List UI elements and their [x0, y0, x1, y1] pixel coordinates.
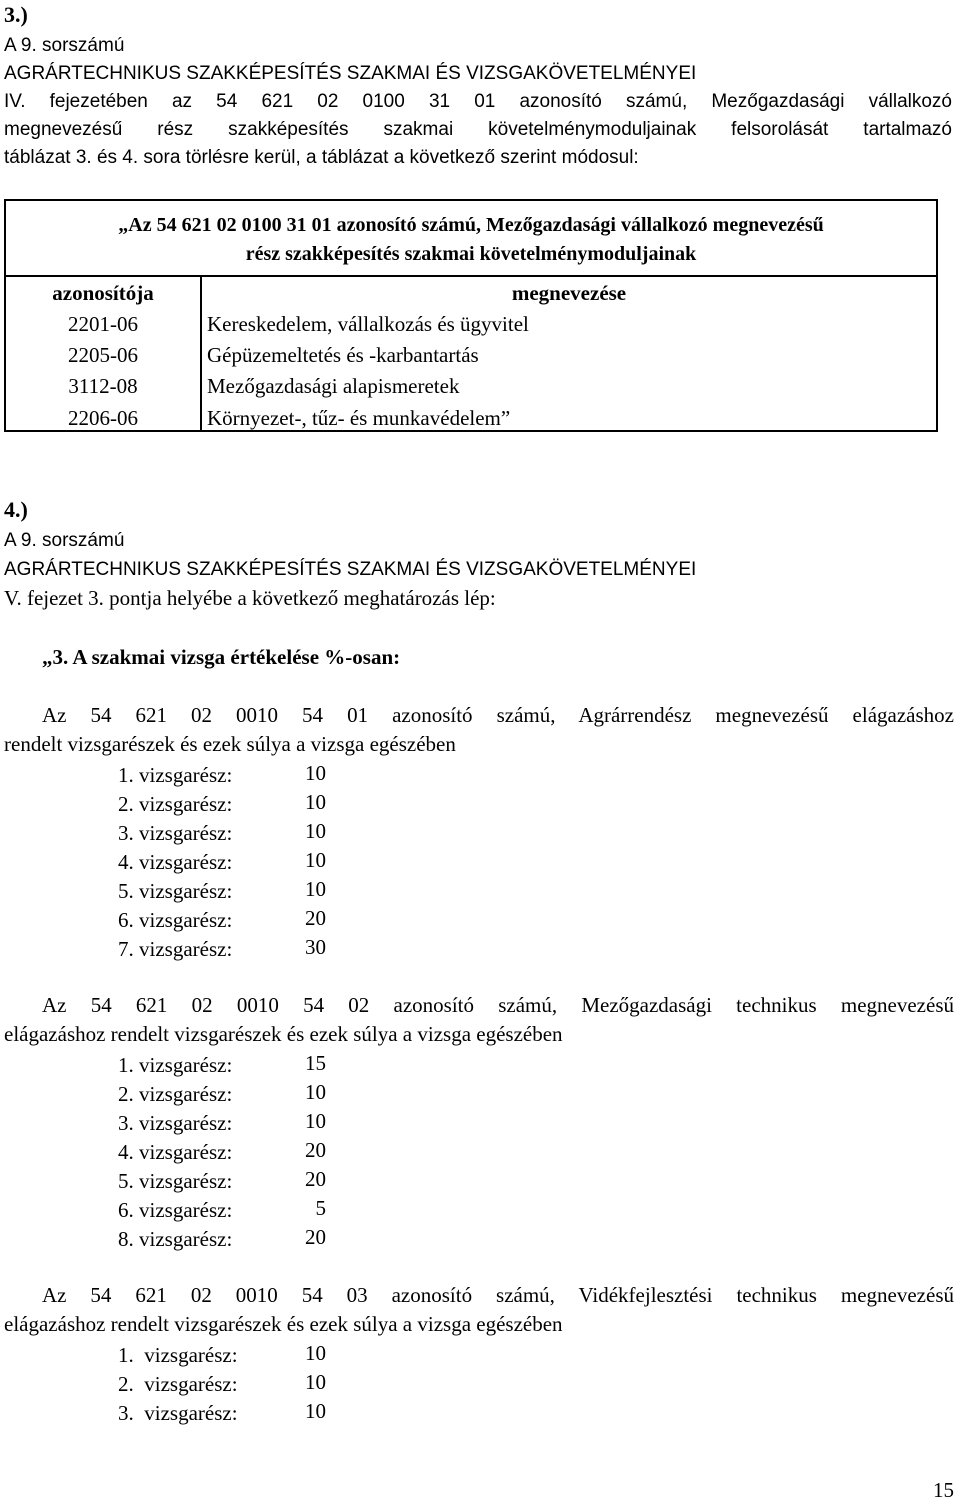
section-3-para-line1: IV. fejezetében az 54 621 02 0100 31 01 azonosító számú, Mezőgazdasági vállalkozó	[4, 91, 952, 112]
item-label: 1. vizsgarész:	[118, 1343, 238, 1367]
block-2-line2: elágazáshoz rendelt vizsgarészek és ezek súlya a vizsga egészében	[4, 1022, 563, 1046]
item-value: 10	[305, 1370, 326, 1394]
item-label: 7. vizsgarész:	[118, 937, 233, 961]
item-label: 8. vizsgarész:	[118, 1227, 233, 1251]
table-divider-horizontal	[6, 275, 936, 277]
item-value: 20	[305, 1225, 326, 1249]
page-number: 15	[933, 1478, 954, 1502]
item-label: 3. vizsgarész:	[118, 1401, 238, 1425]
item-value: 15	[305, 1051, 326, 1075]
table-title	[6, 211, 936, 269]
table-cell-name: Kereskedelem, vállalkozás és ügyvitel	[207, 312, 529, 336]
section-4-line1: A 9. sorszámú	[4, 530, 125, 551]
item-value: 10	[305, 1341, 326, 1365]
item-value: 10	[305, 790, 326, 814]
table-cell-id: 2206-06	[68, 406, 138, 430]
block-1-line2: rendelt vizsgarészek és ezek súlya a vizsga egészében	[4, 732, 456, 756]
item-label: 2. vizsgarész:	[118, 1082, 233, 1106]
modules-table	[4, 199, 938, 432]
item-label: 2. vizsgarész:	[118, 792, 233, 816]
section-4-line3: V. fejezet 3. pontja helyébe a következő meghatározás lép:	[4, 586, 496, 610]
list-item	[118, 1053, 232, 1078]
item-label: 5. vizsgarész:	[118, 1169, 233, 1193]
item-label: 6. vizsgarész:	[118, 1198, 233, 1222]
section-3-para-line2: megnevezésű rész szakképesítés szakmai követelménymoduljainak felsorolását tartalmazó	[4, 119, 952, 140]
list-item	[118, 937, 232, 962]
list-item	[118, 1140, 232, 1165]
item-label: 1. vizsgarész:	[118, 763, 233, 787]
item-label: 4. vizsgarész:	[118, 850, 233, 874]
table-cell-id: 3112-08	[68, 374, 138, 398]
item-value: 10	[305, 848, 326, 872]
list-item	[118, 1082, 232, 1107]
section-3-para-line3: táblázat 3. és 4. sora törlésre kerül, a táblázat a következő szerint módosul:	[4, 147, 639, 168]
section-4-line2: AGRÁRTECHNIKUS SZAKKÉPESÍTÉS SZAKMAI ÉS VIZSGAKÖVETELMÉNYEI	[4, 559, 697, 580]
list-item	[118, 1372, 238, 1397]
item-label: 3. vizsgarész:	[118, 821, 233, 845]
section-3-line2: AGRÁRTECHNIKUS SZAKKÉPESÍTÉS SZAKMAI ÉS VIZSGAKÖVETELMÉNYEI	[4, 63, 697, 84]
block-2-line1: Az 54 621 02 0010 54 02 azonosító számú, Mezőgazdasági technikus megnevezésű	[42, 993, 954, 1017]
block-1-line1: Az 54 621 02 0010 54 01 azonosító számú, Agrárrendész megnevezésű elágazáshoz	[42, 703, 954, 727]
item-value: 10	[305, 877, 326, 901]
block-3-line1: Az 54 621 02 0010 54 03 azonosító számú, Vidékfejlesztési technikus megnevezésű	[42, 1283, 954, 1307]
list-item	[118, 1343, 238, 1368]
list-item	[118, 821, 232, 846]
list-item	[118, 1401, 238, 1426]
item-value: 10	[305, 1399, 326, 1423]
list-item	[118, 879, 232, 904]
table-cell-name: Gépüzemeltetés és -karbantartás	[207, 343, 479, 367]
item-value: 20	[305, 906, 326, 930]
list-item	[118, 1169, 232, 1194]
table-header-name: megnevezése	[511, 281, 627, 305]
list-item	[118, 1198, 232, 1223]
list-item	[118, 908, 232, 933]
item-value: 20	[305, 1167, 326, 1191]
item-value: 5	[315, 1196, 326, 1220]
item-label: 4. vizsgarész:	[118, 1140, 233, 1164]
item-value: 10	[305, 819, 326, 843]
item-label: 5. vizsgarész:	[118, 879, 233, 903]
item-value: 10	[305, 761, 326, 785]
section-3-line1: A 9. sorszámú	[4, 35, 125, 56]
item-value: 30	[305, 935, 326, 959]
table-title-line2: rész szakképesítés szakmai követelménymoduljainak	[245, 243, 697, 265]
table-cell-name: Környezet-, tűz- és munkavédelem”	[207, 406, 511, 430]
table-cell-id: 2201-06	[68, 312, 138, 336]
table-cell-id: 2205-06	[68, 343, 138, 367]
table-title-line1: „Az 54 621 02 0100 31 01 azonosító számú, Mezőgazdasági vállalkozó megnevezésű	[118, 214, 824, 236]
item-label: 2. vizsgarész:	[118, 1372, 238, 1396]
section-4-heading: 4.)	[4, 497, 28, 522]
item-value: 10	[305, 1109, 326, 1133]
list-item	[118, 1227, 232, 1252]
table-cell-name: Mezőgazdasági alapismeretek	[207, 374, 460, 398]
list-item	[118, 792, 232, 817]
list-item	[118, 763, 232, 788]
item-value: 20	[305, 1138, 326, 1162]
item-label: 1. vizsgarész:	[118, 1053, 233, 1077]
item-label: 3. vizsgarész:	[118, 1111, 233, 1135]
item-label: 6. vizsgarész:	[118, 908, 233, 932]
table-header-id: azonosítója	[52, 281, 154, 305]
list-item	[118, 850, 232, 875]
list-item	[118, 1111, 232, 1136]
section-3-heading: 3.)	[4, 2, 28, 27]
block-3-line2: elágazáshoz rendelt vizsgarészek és ezek súlya a vizsga egészében	[4, 1312, 563, 1336]
section-4-subheading: „3. A szakmai vizsga értékelése %-osan:	[42, 645, 401, 669]
item-value: 10	[305, 1080, 326, 1104]
